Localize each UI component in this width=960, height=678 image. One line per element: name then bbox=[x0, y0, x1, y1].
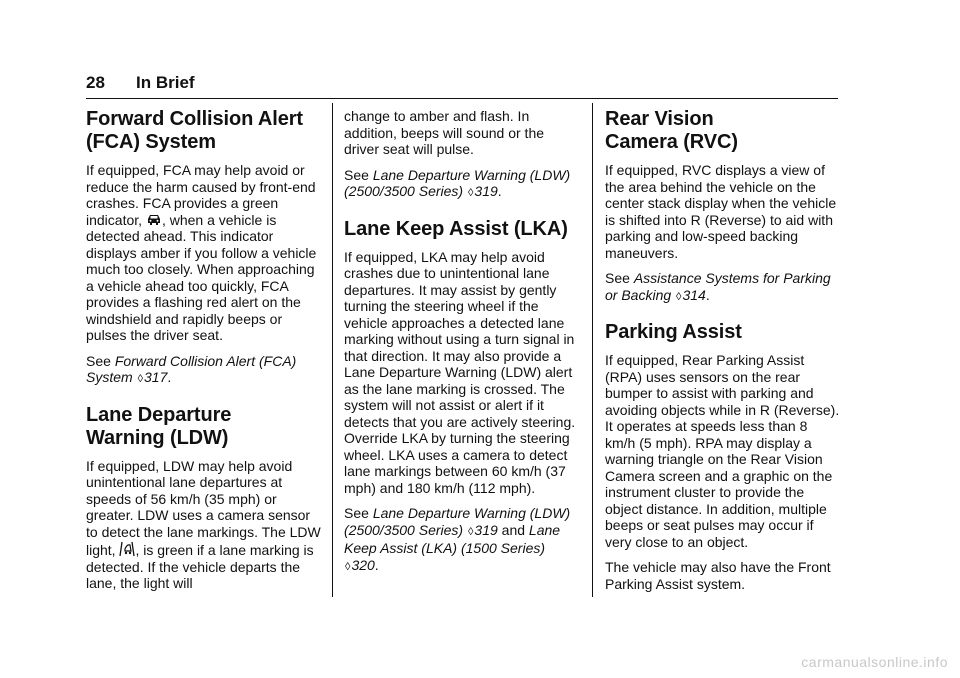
ldw-heading: Lane Departure Warning (LDW) bbox=[86, 403, 232, 449]
front-parking-assist-paragraph: The vehicle may also have the Front Parking Assist system. bbox=[605, 559, 831, 592]
lka-paragraph: If equipped, LKA may help avoid crashes due to unintentional lane departures. It may assist by gently turning the steering wheel if the vehicle approaches a detected lane marking without using a turn signal in that direction. It may also provide a Lane Departure Warning (LDW) alert as the lane marking is crossed. The system will not assist or alert if it detects that you are actively steering. Override LKA by turning the steering wheel. LKA uses a camera to detect lane markings between 60 km/h (37 mph) and 180 km/h (112 mph). bbox=[344, 248, 576, 496]
ldw-continued-paragraph: change to amber and flash. In addition, beeps will sound or the driver seat will pulse. bbox=[344, 108, 545, 157]
ldw-reference-link[interactable]: Lane Departure Warning (LDW) (2500/3500 Series) bbox=[344, 166, 571, 199]
lka-heading: Lane Keep Assist (LKA) bbox=[344, 217, 568, 240]
ldw-page-ref[interactable]: 319 bbox=[474, 521, 498, 538]
ldw-reference-link[interactable]: Lane Departure Warning (LDW) (2500/3500 Series) bbox=[344, 505, 571, 538]
lka-see-reference: See Lane Departure Warning (LDW) (2500/3500 Series) ◊319 and Lane Keep Assist (LKA) (1500 Series) ◊320. bbox=[344, 505, 571, 573]
lka-page-ref[interactable]: 320 bbox=[351, 556, 375, 573]
ldw-paragraph: If equipped, LDW may help avoid unintentional lane departures at speeds of 56 km/h (35 mph) or greater. LDW uses a camera sensor to detect the lane markings. The LDW light, , is green if a lane marking is detected. If the vehicle departs the lane, the light will bbox=[86, 457, 321, 591]
page-header bbox=[86, 72, 838, 99]
lane-departure-icon bbox=[119, 540, 135, 556]
rvc-page-ref[interactable]: 314 bbox=[682, 286, 706, 303]
column-1 bbox=[86, 108, 322, 601]
page-ref-arrow-icon: ◊ bbox=[676, 290, 682, 303]
column-divider bbox=[592, 103, 593, 597]
page-ref-arrow-icon: ◊ bbox=[467, 525, 474, 538]
fca-paragraph: If equipped, FCA may help avoid or reduce the harm caused by front-end crashes. FCA provides a green indicator, , when a vehicle is detected ahead. This indicator displays amber if you follow a vehicle much too closely. When approaching a vehicle ahead too quickly, FCA provides a flashing red alert on the windshield and rapidly beeps or pulses the driver seat. bbox=[86, 162, 317, 343]
page-ref-arrow-icon: ◊ bbox=[137, 373, 144, 385]
parking-assist-heading: Parking Assist bbox=[605, 321, 742, 343]
ldw-see-reference: See Lane Departure Warning (LDW) (2500/3500 Series) ◊319. bbox=[344, 166, 571, 199]
column-2 bbox=[344, 108, 580, 584]
lka-reference-link[interactable]: Lane Keep Assist (LKA) (1500 Series) bbox=[344, 521, 561, 556]
rvc-heading: Rear Vision Camera (RVC) bbox=[605, 108, 738, 153]
fca-heading: Forward Collision Alert (FCA) System bbox=[86, 108, 303, 153]
rvc-paragraph: If equipped, RVC displays a view of the area behind the vehicle on the center stack display when the vehicle is shifted into R (Reverse) to aid with parking and low-speed backing maneuvers. bbox=[605, 162, 837, 261]
fca-reference-link[interactable]: Forward Collision Alert (FCA) System bbox=[86, 352, 297, 385]
ldw-page-ref[interactable]: 319 bbox=[474, 183, 498, 199]
watermark: carmanualsonline.info bbox=[801, 654, 948, 670]
rvc-see-reference: See Assistance Systems for Parking or Backing ◊314. bbox=[605, 270, 831, 303]
section-title: In Brief bbox=[136, 73, 195, 92]
column-3 bbox=[605, 108, 841, 601]
rvc-reference-link[interactable]: Assistance Systems for Parking or Backing bbox=[605, 270, 831, 303]
page-ref-arrow-icon: ◊ bbox=[345, 560, 351, 573]
page-number: 28 bbox=[86, 73, 105, 92]
page-ref-arrow-icon: ◊ bbox=[467, 187, 474, 199]
column-divider bbox=[332, 103, 333, 597]
parking-assist-paragraph: If equipped, Rear Parking Assist (RPA) uses sensors on the rear bumper to assist with parking and avoiding objects while in R (Reverse). It operates at speeds less than 8 km/h (5 mph). RPA may display a warning triangle on the Rear Vision Camera screen and a graphic on the instrument cluster to provide the object distance. In addition, multiple beeps or seat pulses may occur if very close to an object. bbox=[605, 352, 840, 550]
forward-collision-vehicle-icon bbox=[146, 212, 162, 228]
fca-page-ref[interactable]: 317 bbox=[144, 369, 168, 385]
fca-see-reference: See Forward Collision Alert (FCA) System ◊317. bbox=[86, 352, 297, 385]
